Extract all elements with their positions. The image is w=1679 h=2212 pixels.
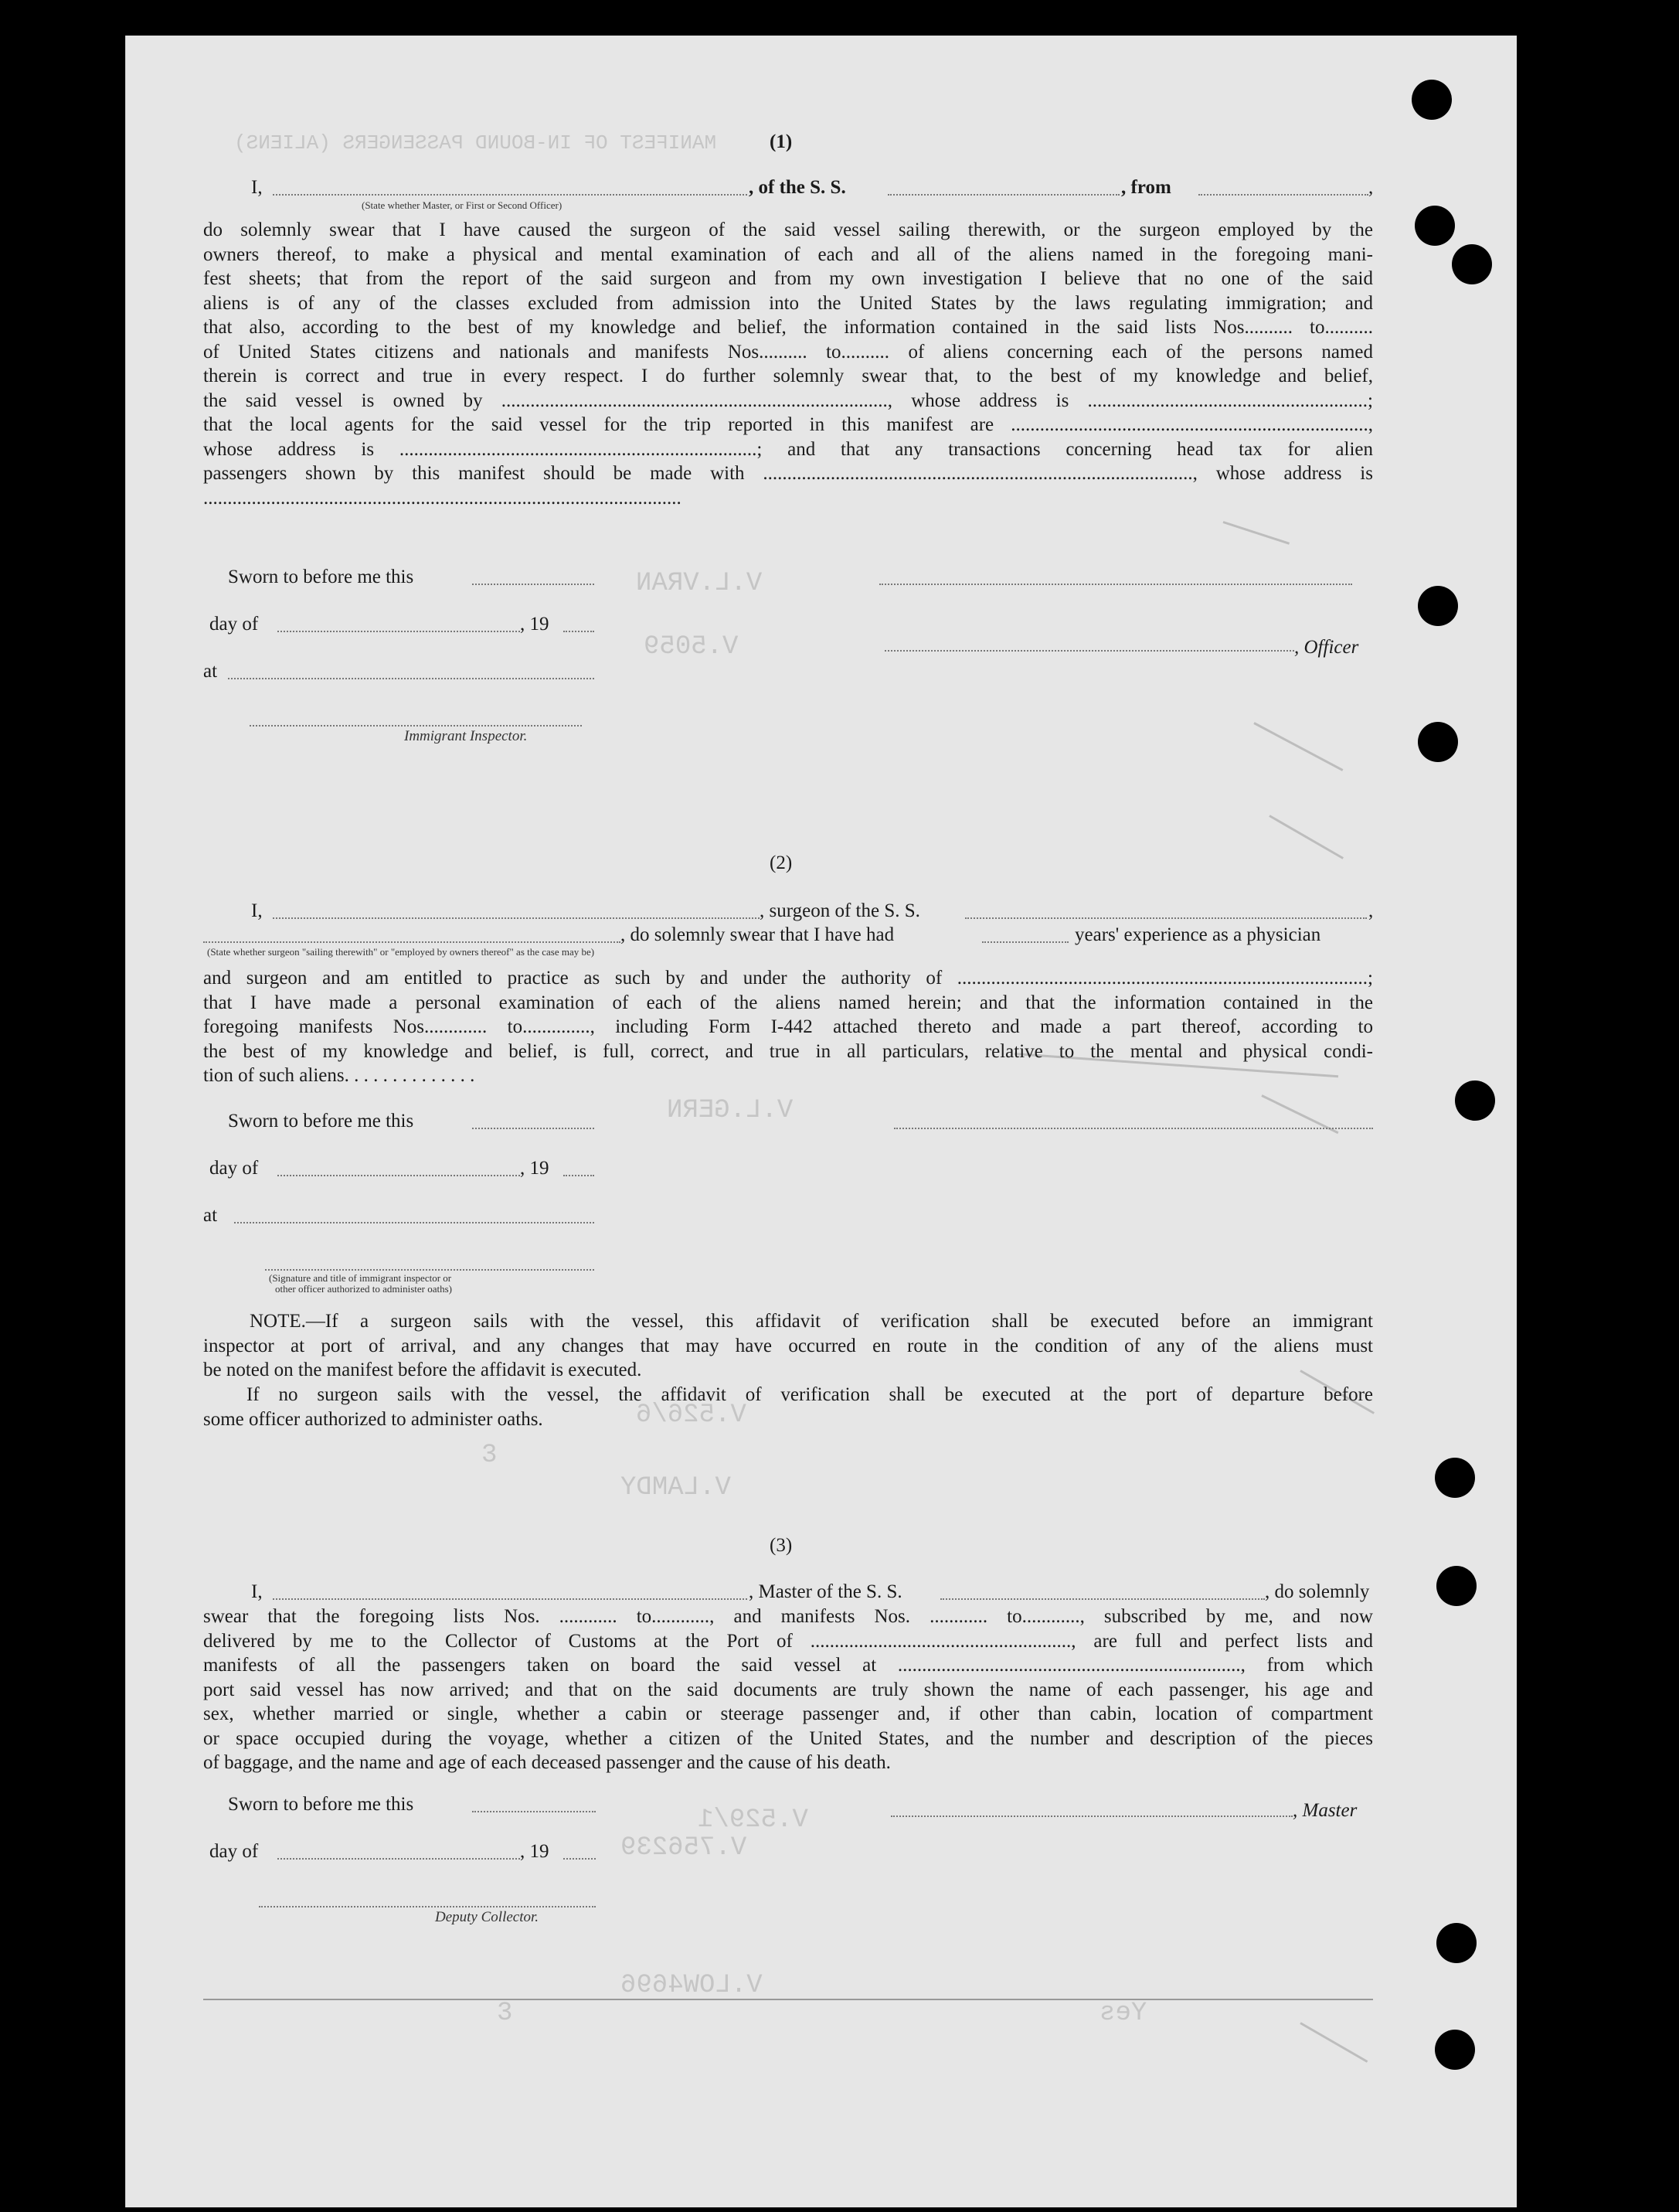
master-signature-line bbox=[891, 1816, 1293, 1817]
signature-hint: (Signature and title of immigrant inspector or bbox=[269, 1272, 452, 1284]
inspector-signature-line bbox=[250, 725, 582, 727]
fill-in-blank bbox=[563, 631, 594, 632]
bleed-through-text: V.LAMDY bbox=[620, 1473, 731, 1502]
fill-in-blank bbox=[982, 941, 1069, 943]
sworn-label: Sworn to before me this bbox=[228, 1111, 414, 1132]
note-paragraph: NOTE.—If a surgeon sails with the vessel, this affidavit of verification shall be executed before an immigrant inspector at port of arrival, and any changes that may have occurred en route in the condition of any of the aliens must be noted on the manifest before the affidavit is executed. bbox=[203, 1311, 1373, 1380]
punch-hole bbox=[1418, 586, 1458, 626]
bleed-through-text: V.L.VRAN bbox=[636, 569, 763, 598]
punch-hole bbox=[1436, 1566, 1477, 1606]
section-number: (3) bbox=[770, 1535, 793, 1556]
field-hint: (State whether surgeon "sailing therewith" or "employed by owners thereof" as the case may be) bbox=[207, 946, 595, 958]
signature-line bbox=[879, 584, 1352, 585]
form-label: I, bbox=[251, 1581, 263, 1602]
fill-in-blank bbox=[273, 917, 760, 919]
at-label: at bbox=[203, 1205, 218, 1226]
fill-in-blank bbox=[965, 917, 1367, 919]
form-label: , do solemnly swear that I have had bbox=[620, 924, 895, 945]
master-label: , Master bbox=[1293, 1800, 1358, 1821]
punch-hole bbox=[1452, 244, 1492, 284]
form-label: I, bbox=[251, 900, 263, 921]
year-label: , 19 bbox=[520, 614, 549, 635]
form-label: , bbox=[1368, 177, 1374, 198]
bottom-rule bbox=[203, 1999, 1373, 2000]
fill-in-blank bbox=[472, 1811, 596, 1812]
officer-signature-line bbox=[885, 650, 1294, 652]
section-number: (2) bbox=[770, 852, 793, 873]
form-label: , Master of the S. S. bbox=[749, 1581, 902, 1602]
paragraph-oath-2: and surgeon and am entitled to practice as such by and under the authority of .....................................................................................; that I have made a personal examination of each of the aliens named herein; and that the information contained in the foregoing manifests Nos............. to.............., including Form I-442 attached thereto and made a part thereof, according to the best of my knowledge and belief, is full, correct, and true in all particulars, relative to the mental and physical condi- tion of such aliens. . . . . . . . . . . . . . bbox=[203, 968, 1373, 1086]
paragraph-oath-1: do solemnly swear that I have caused the surgeon of the said vessel sailing therewith, or the surgeon employed by the owners thereof, to make a physical and mental examination of each and all of the aliens named in the foregoing mani- fest sheets; that from the report of the said surgeon and from my own investigation I believe that no one of the said aliens is of any of the classes excluded from admission into the United States by the laws regulating immigration; and that also, according to the best of my knowledge and belief, the information contained in the said lists Nos.......... to.......... of United States citizens and nationals and manifests Nos.......... to.......... of aliens concerning each of the persons named therein is correct and true in every respect. I do further solemnly swear that, to the best of my knowledge and belief, the said vessel is owned by ................................................................................, whose address is ..........................................................; that the local agents for the said vessel for the trip reported in this manifest are .........................................................................., whose address is ..........................................................................; and that any transactions concerning head tax for alien passengers shown by this manifest should be made with ........................................................................................., whose address is ................................................................................................... bbox=[203, 219, 1373, 509]
inspector-signature-line bbox=[265, 1269, 594, 1271]
fill-in-blank bbox=[273, 1598, 747, 1600]
form-label: , from bbox=[1121, 177, 1171, 198]
fill-in-blank bbox=[234, 1222, 594, 1223]
punch-hole bbox=[1436, 1923, 1477, 1963]
deputy-caption: Deputy Collector. bbox=[435, 1909, 539, 1925]
bleed-through-text: V.756239 bbox=[620, 1833, 747, 1863]
scan-streak bbox=[1269, 815, 1344, 859]
fill-in-blank bbox=[228, 678, 594, 679]
note-paragraph-2: If no surgeon sails with the vessel, the affidavit of verification shall be executed at the port of departure before some officer authorized to administer oaths. bbox=[203, 1384, 1373, 1430]
day-label: day of bbox=[209, 1158, 259, 1179]
scan-streak bbox=[1223, 521, 1290, 545]
at-label: at bbox=[203, 661, 218, 682]
fill-in-blank bbox=[563, 1858, 596, 1860]
scan-streak bbox=[1300, 2022, 1368, 2063]
bleed-through-text: 3 bbox=[481, 1441, 498, 1470]
punch-hole bbox=[1412, 80, 1452, 120]
fill-in-blank bbox=[277, 631, 520, 632]
bleed-through-text: V.529/1 bbox=[698, 1805, 808, 1835]
year-label: , 19 bbox=[520, 1158, 549, 1179]
punch-hole bbox=[1455, 1080, 1495, 1121]
punch-hole bbox=[1415, 206, 1455, 246]
scan-streak bbox=[1253, 722, 1343, 771]
bleed-through-text: V.LOW4696 bbox=[620, 1971, 763, 2000]
punch-hole bbox=[1418, 722, 1458, 762]
bleed-through-text: 3 bbox=[497, 1999, 513, 2028]
form-label: , surgeon of the S. S. bbox=[760, 900, 920, 921]
signature-hint: other officer authorized to administer oaths) bbox=[275, 1283, 452, 1295]
field-hint: (State whether Master, or First or Second Officer) bbox=[362, 199, 562, 211]
punch-hole bbox=[1435, 1458, 1475, 1498]
day-label: day of bbox=[209, 1841, 259, 1862]
fill-in-blank bbox=[472, 584, 594, 585]
sworn-label: Sworn to before me this bbox=[228, 1794, 414, 1815]
form-label: years' experience as a physician bbox=[1075, 924, 1321, 945]
bleed-through-text: V.526/6 bbox=[636, 1400, 746, 1430]
fill-in-blank bbox=[472, 1128, 594, 1129]
form-label: , of the S. S. bbox=[749, 177, 846, 198]
form-label: , do solemnly bbox=[1265, 1581, 1370, 1602]
fill-in-blank bbox=[277, 1175, 520, 1176]
paragraph-oath-3: swear that the foregoing lists Nos. ............ to............, and manifests Nos. ............ to............, subscribed by me, and now delivered by me to the Collector of Customs at the Port of ......................................................, are full and perfect lists and manifests of all the passengers taken on board the said vessel at ......................................................................., from which port said vessel has now arrived; and that on the said documents are truly shown the name of each passenger, his age and sex, whether married or single, whether a cabin or steerage passenger and, if other than cabin, location of compartment or space occupied during the voyage, whether a citizen of the United States, and the number and description of the pieces of baggage, and the name and age of each deceased passenger and the cause of his death. bbox=[203, 1606, 1373, 1773]
bleed-through-text: V.5059 bbox=[644, 632, 739, 662]
form-label: , bbox=[1368, 900, 1374, 921]
inspector-caption: Immigrant Inspector. bbox=[404, 728, 528, 744]
fill-in-blank bbox=[203, 941, 620, 943]
fill-in-blank bbox=[940, 1598, 1265, 1600]
signature-line bbox=[894, 1128, 1373, 1129]
fill-in-blank bbox=[888, 194, 1120, 196]
officer-label: , Officer bbox=[1294, 637, 1359, 658]
fill-in-blank bbox=[277, 1858, 520, 1860]
bleed-through-text: V.L.GERN bbox=[667, 1096, 794, 1125]
punch-hole bbox=[1435, 2030, 1475, 2070]
section-number: (1) bbox=[770, 131, 793, 152]
fill-in-blank bbox=[1198, 194, 1368, 196]
bleed-through-title: MANIFEST OF IN-BOUND PASSENGERS (ALIENS) bbox=[234, 131, 717, 155]
sworn-label: Sworn to before me this bbox=[228, 567, 414, 587]
fill-in-blank bbox=[563, 1175, 594, 1176]
document-page bbox=[125, 36, 1517, 2207]
fill-in-blank bbox=[273, 194, 747, 196]
day-label: day of bbox=[209, 614, 259, 635]
year-label: , 19 bbox=[520, 1841, 549, 1862]
form-label: I, bbox=[251, 177, 263, 198]
bleed-through-text: Yes bbox=[1100, 1999, 1147, 2028]
deputy-signature-line bbox=[259, 1906, 596, 1907]
